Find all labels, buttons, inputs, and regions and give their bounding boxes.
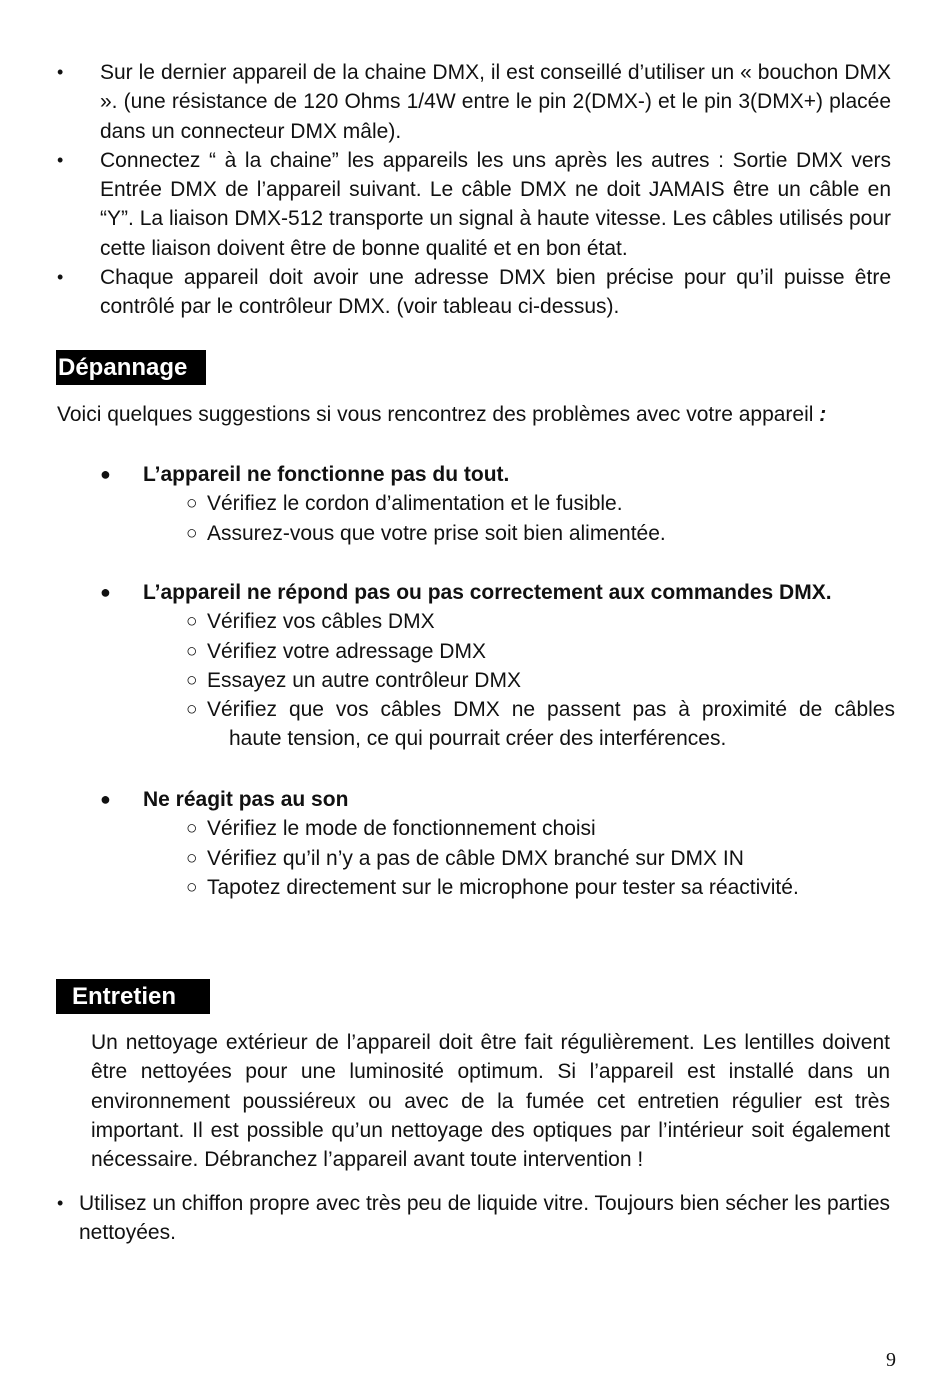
section-heading-entretien: Entretien [56,979,210,1014]
group-title-text: Ne réagit pas au son [143,788,349,811]
list-item [57,58,891,146]
intro-colon: : [819,403,827,426]
list-item [100,844,895,873]
list-item [100,607,895,636]
group-title [100,578,895,607]
list-item-text: Tapotez directement sur le microphone pour tester sa réactivité. [207,875,799,899]
maintenance-bullet [57,1189,890,1248]
troubleshooting-group-dmx [100,578,895,754]
bullet-icon: • [57,1193,64,1213]
section-heading-depannage: Dépannage [56,350,206,385]
bullet-icon: ● [100,464,111,484]
group-title-text: L’appareil ne répond pas ou pas correctement aux commandes DMX. [143,581,832,604]
bullet-icon: ● [100,582,111,602]
list-item [100,489,895,518]
list-item-text: Vérifiez que vos câbles DMX ne passent pas à proximité de câbles [207,698,895,722]
list-item-text: Utilisez un chiffon propre avec très peu de liquide vitre. Toujours bien sécher les parties nettoyées. [79,1192,890,1245]
list-item-text: Vérifiez qu’il n’y a pas de câble DMX branché sur DMX IN [207,846,744,870]
bullet-icon: • [57,149,64,170]
list-item-text: Vérifiez le cordon d’alimentation et le fusible. [207,492,623,516]
bullet-icon: • [57,267,64,288]
list-item [100,666,895,695]
sub-list [100,489,895,548]
maintenance-paragraph: Un nettoyage extérieur de l’appareil doit être fait régulièrement. Les lentilles doivent être nettoyées pour une luminosité optimum. Si l’appareil est installé dans un environnement poussiéreux ou avec de la fumée cet entretien régulier est très important. Il est possible qu’un nettoyage des optiques par l’intérieur soit également nécessaire. Débranchez l’appareil avant toute intervention ! [91,1031,890,1172]
list-item-text: Chaque appareil doit avoir une adresse DMX bien précise pour qu’il puisse être contrôlé par le contrôleur DMX. (voir tableau ci-dessus). [100,266,891,319]
circle-bullet-icon: ○ [186,876,198,898]
circle-bullet-icon: ○ [186,847,198,869]
group-title [100,460,895,489]
sub-list [100,814,895,902]
circle-bullet-icon: ○ [186,611,198,633]
page-number: 9 [886,1349,896,1371]
circle-bullet-icon: ○ [186,522,198,544]
dmx-notes-list [57,58,891,322]
circle-bullet-icon: ○ [186,669,198,691]
list-item [100,814,895,843]
troubleshooting-intro [57,400,897,429]
list-item-text: Vérifiez vos câbles DMX [207,610,435,634]
bullet-icon: ● [100,789,111,809]
list-item [57,263,891,322]
list-item [100,519,895,548]
list-item-continuation: haute tension, ce qui pourrait créer des interférences. [229,727,727,751]
troubleshooting-group-sound [100,785,895,902]
list-item [100,637,895,666]
list-item-text: Assurez-vous que votre prise soit bien alimentée. [207,521,666,545]
bullet-icon: • [57,62,64,82]
list-item-text: Sur le dernier appareil de la chaine DMX, il est conseillé d’utiliser un « bouchon DMX ». (une résistance de 120 Ohms 1/4W entre le pin 2(DMX-) et le pin 3(DMX+) placée dans un connecteur DMX mâle). [100,61,891,143]
circle-bullet-icon: ○ [186,699,198,721]
sub-list [100,607,895,753]
list-item [57,146,891,263]
list-item-text: Connectez “ à la chaine” les appareils les uns après les autres : Sortie DMX vers Entrée DMX de l’appareil suivant. Le câble DMX ne doit JAMAIS être un câble en “Y”. La liaison DMX-512 transporte un signal à haute vitesse. Les câbles utilisés pour cette liaison doivent être de bonne qualité et en bon état. [100,148,891,260]
circle-bullet-icon: ○ [186,640,198,662]
group-title [100,785,895,814]
troubleshooting-group-no-power [100,460,895,548]
intro-text: Voici quelques suggestions si vous rencontrez des problèmes avec votre appareil [57,403,814,426]
group-title-text: L’appareil ne fonctionne pas du tout. [143,463,510,486]
list-item [100,695,895,754]
list-item-text: Vérifiez le mode de fonctionnement choisi [207,817,596,841]
circle-bullet-icon: ○ [186,493,198,515]
list-item [100,873,895,902]
list-item-text: Vérifiez votre adressage DMX [207,639,486,663]
circle-bullet-icon: ○ [186,818,198,840]
list-item-text: Essayez un autre contrôleur DMX [207,668,521,692]
